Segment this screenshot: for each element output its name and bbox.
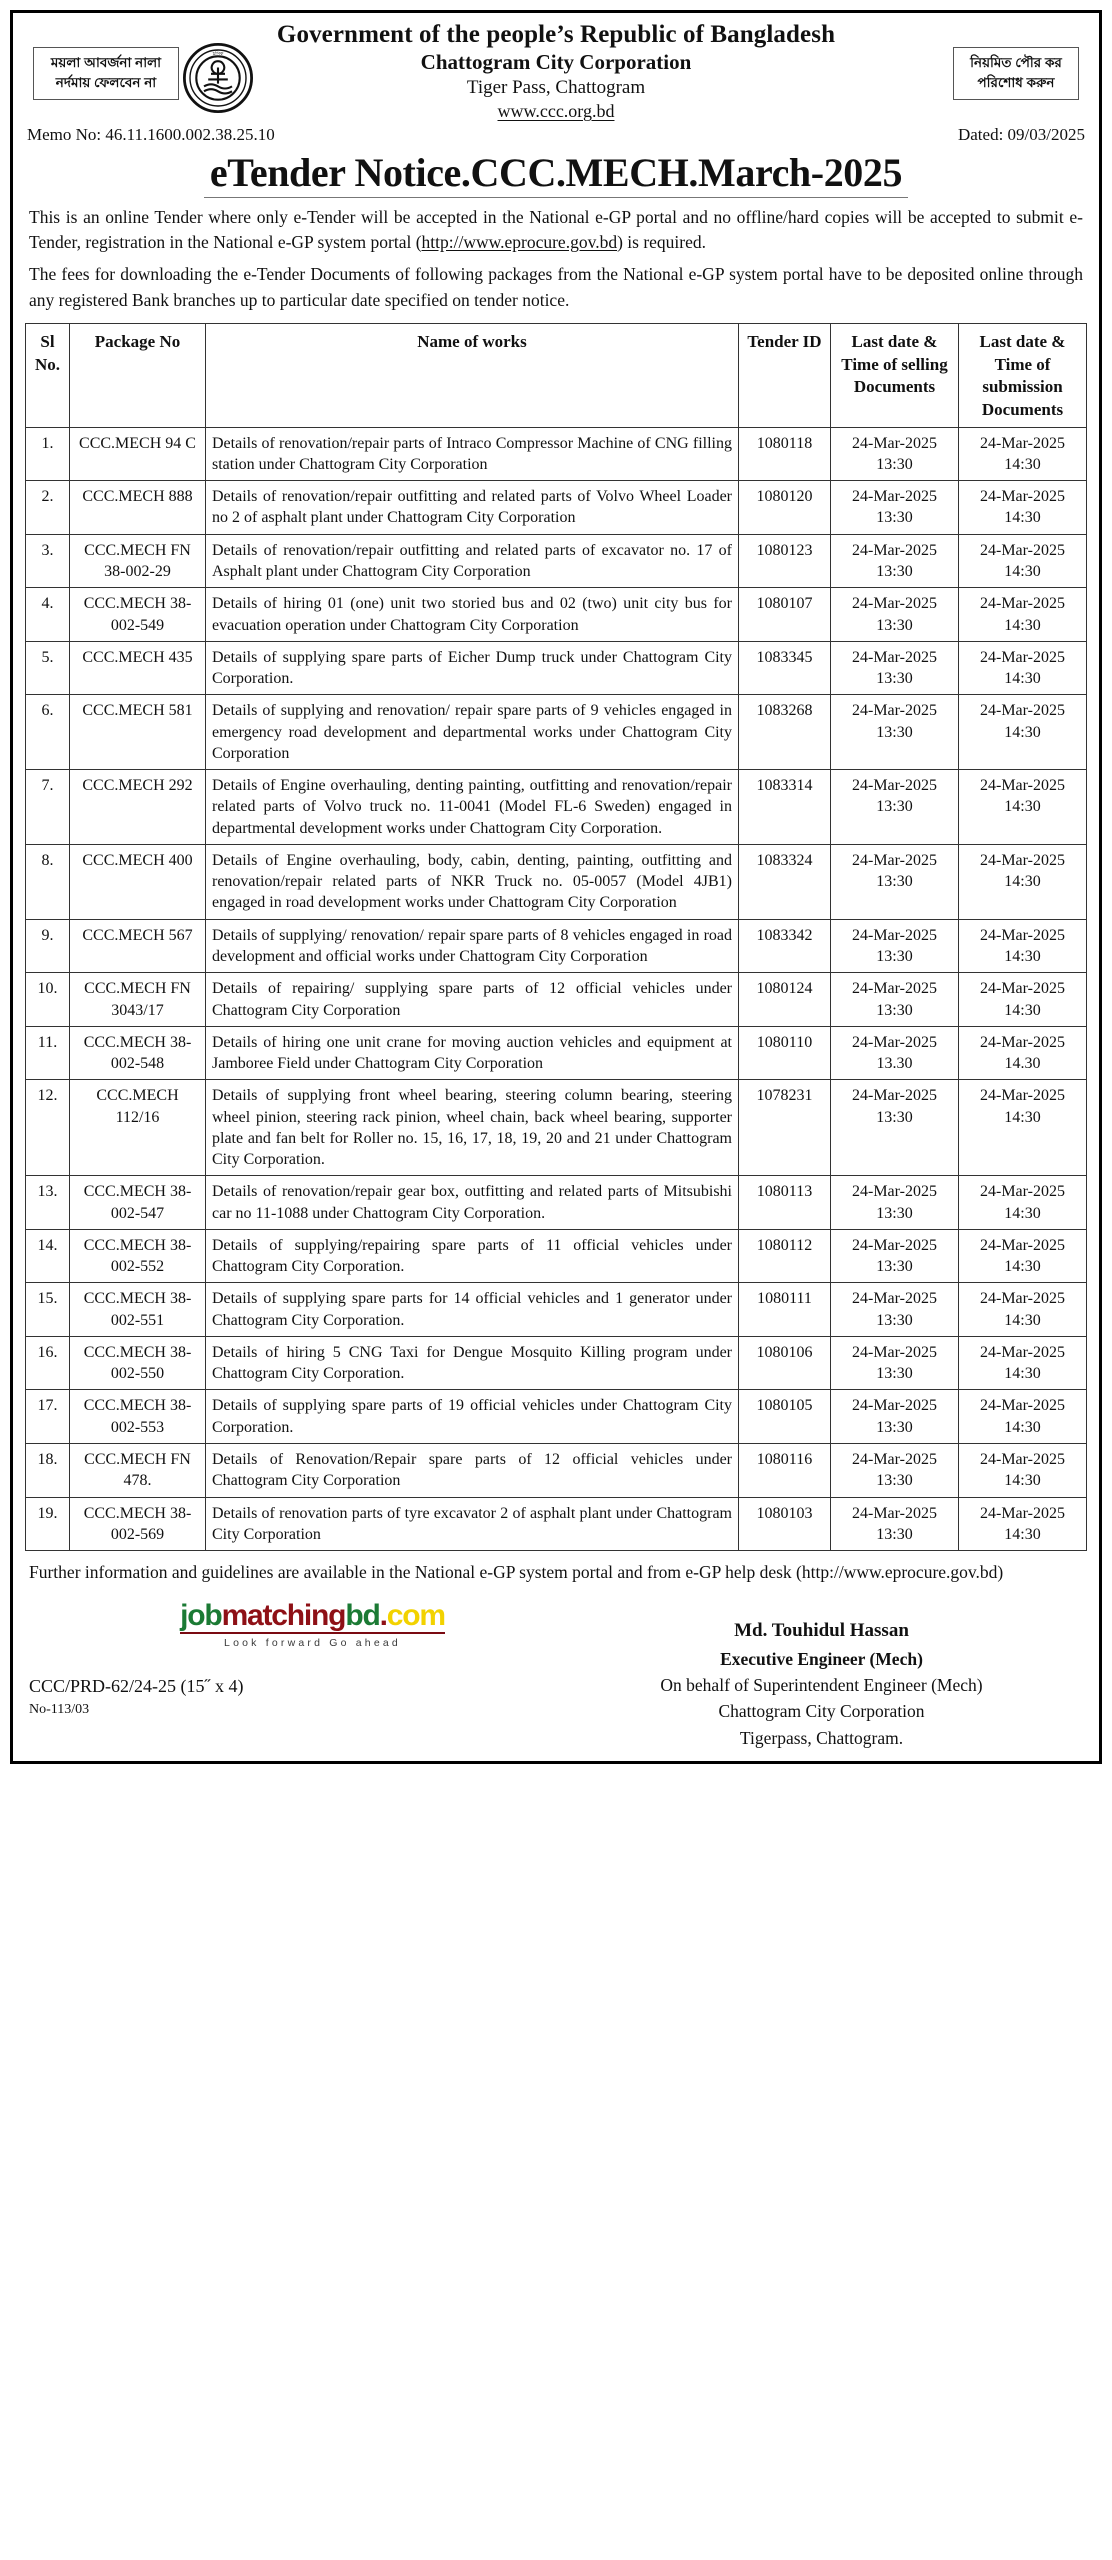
row-serial-number: 7. (26, 770, 70, 845)
row-package-number: CCC.MECH FN 478. (70, 1444, 206, 1498)
jobmatchingbd-watermark (29, 1601, 556, 1649)
row-selling-datetime (831, 481, 959, 535)
row-name-of-works: Details of Engine overhauling, body, cabin, denting, painting, outfitting and renovation/repair related parts of NKR Truck no. 05-0057 (Model 4JB1) engaged in road development works under Chattogram City Corporation (206, 844, 739, 919)
row-tender-id: 1080107 (739, 588, 831, 642)
table-row (26, 1283, 1087, 1337)
row-name-of-works: Details of repairing/ supplying spare parts of 12 official vehicles under Chattogram City Corporation (206, 973, 739, 1027)
address-line: Tiger Pass, Chattogram (466, 77, 646, 99)
signatory-role: Executive Engineer (Mech) (720, 1648, 923, 1669)
row-package-number: CCC.MECH 567 (70, 919, 206, 973)
bengali-notice-badge-right (953, 47, 1079, 100)
submission-time: 14:30 (1004, 562, 1041, 580)
row-selling-datetime (831, 641, 959, 695)
row-tender-id: 1080111 (739, 1283, 831, 1337)
bengali-notice-badge-left (33, 47, 179, 100)
submission-date: 24-Mar-2025 (980, 1504, 1065, 1522)
row-submission-datetime (959, 427, 1087, 481)
row-selling-datetime (831, 1336, 959, 1390)
row-tender-id: 1080124 (739, 973, 831, 1027)
selling-date: 24-Mar-2025 (852, 980, 937, 998)
row-selling-datetime (831, 1390, 959, 1444)
row-name-of-works: Details of renovation parts of tyre excavator 2 of asphalt plant under Chattogram City Corporation (206, 1497, 739, 1551)
watermark-tagline: Look forward Go ahead (224, 1637, 401, 1650)
submission-date: 24-Mar-2025 (980, 1290, 1065, 1308)
row-selling-datetime (831, 973, 959, 1027)
submission-time: 14.30 (1004, 1055, 1041, 1073)
row-package-number: CCC.MECH FN 3043/17 (70, 973, 206, 1027)
submission-time: 14:30 (1004, 616, 1041, 634)
table-row (26, 844, 1087, 919)
row-serial-number: 16. (26, 1336, 70, 1390)
row-submission-datetime (959, 1444, 1087, 1498)
submission-time: 14:30 (1004, 723, 1041, 741)
submission-time: 14:30 (1004, 1108, 1041, 1126)
ccc-seal-logo-icon (183, 43, 253, 113)
row-name-of-works: Details of supplying/ renovation/ repair spare parts of 8 vehicles engaged in road development and official works under Chattogram City Corporation (206, 919, 739, 973)
submission-time: 14:30 (1004, 1001, 1041, 1019)
column-header-selling: Last date & Time of selling Documents (831, 324, 959, 427)
submission-date: 24-Mar-2025 (980, 434, 1065, 452)
row-package-number: CCC.MECH 38-002-569 (70, 1497, 206, 1551)
row-selling-datetime (831, 534, 959, 588)
row-tender-id: 1080116 (739, 1444, 831, 1498)
svg-text:চসিক: চসিক (212, 50, 224, 57)
submission-time: 14:30 (1004, 455, 1041, 473)
row-name-of-works: Details of hiring 01 (one) unit two storied bus and 02 (two) unit city bus for evacuation operation under Chattogram City Corporation (206, 588, 739, 642)
submission-time: 14:30 (1004, 798, 1041, 816)
row-tender-id: 1080112 (739, 1229, 831, 1283)
footer-note (29, 1560, 1083, 1585)
table-row (26, 641, 1087, 695)
selling-date: 24-Mar-2025 (852, 1451, 937, 1469)
submission-time: 14:30 (1004, 873, 1041, 891)
selling-time: 13:30 (876, 1108, 913, 1126)
selling-date: 24-Mar-2025 (852, 1183, 937, 1201)
row-serial-number: 1. (26, 427, 70, 481)
row-tender-id: 1080106 (739, 1336, 831, 1390)
row-selling-datetime (831, 919, 959, 973)
row-submission-datetime (959, 1080, 1087, 1176)
row-name-of-works: Details of renovation/repair gear box, outfitting and related parts of Mitsubishi car no 11-1088 under Chattogram City Corporation. (206, 1176, 739, 1230)
row-submission-datetime (959, 695, 1087, 770)
eprocure-url-intro[interactable]: http://www.eprocure.gov.bd (421, 232, 618, 253)
badge-left-line2: নর্দমায় ফেলবেন না (55, 75, 157, 91)
row-tender-id: 1080123 (739, 534, 831, 588)
table-row (26, 1026, 1087, 1080)
row-package-number: CCC.MECH 38-002-548 (70, 1026, 206, 1080)
row-name-of-works: Details of renovation/repair outfitting and related parts of Volvo Wheel Loader no 2 of asphalt plant under Chattogram City Corporation (206, 481, 739, 535)
selling-time: 13.30 (876, 1055, 913, 1073)
row-serial-number: 19. (26, 1497, 70, 1551)
row-name-of-works: Details of Engine overhauling, denting painting, outfitting and renovation/repair related parts of Volvo truck no. 11-0041 (Model FL-6 Sweden) engaged in departmental development works under Chattogram City Corporation. (206, 770, 739, 845)
row-package-number: CCC.MECH 94 C (70, 427, 206, 481)
submission-date: 24-Mar-2025 (980, 980, 1065, 998)
submission-time: 14:30 (1004, 509, 1041, 527)
row-serial-number: 11. (26, 1026, 70, 1080)
row-package-number: CCC.MECH FN 38-002-29 (70, 534, 206, 588)
row-package-number: CCC.MECH 888 (70, 481, 206, 535)
row-tender-id: 1083324 (739, 844, 831, 919)
row-submission-datetime (959, 1336, 1087, 1390)
signatory-behalf: On behalf of Superintendent Engineer (Mech) (660, 1675, 983, 1696)
selling-date: 24-Mar-2025 (852, 777, 937, 795)
selling-time: 13:30 (876, 670, 913, 688)
row-package-number: CCC.MECH 112/16 (70, 1080, 206, 1176)
badge-right-line2: পরিশোধ করুন (977, 75, 1055, 91)
row-selling-datetime (831, 1026, 959, 1080)
selling-date: 24-Mar-2025 (852, 434, 937, 452)
selling-time: 13:30 (876, 1525, 913, 1543)
column-header-tender-id: Tender ID (739, 324, 831, 427)
selling-time: 13:30 (876, 1001, 913, 1019)
table-row (26, 1336, 1087, 1390)
row-selling-datetime (831, 844, 959, 919)
government-line: Government of the people’s Republic of Bangladesh (276, 21, 836, 48)
row-tender-id: 1078231 (739, 1080, 831, 1176)
submission-time: 14:30 (1004, 1525, 1041, 1543)
submission-date: 24-Mar-2025 (980, 1397, 1065, 1415)
row-name-of-works: Details of renovation/repair parts of Intraco Compressor Machine of CNG filling station under Chattogram City Corporation (206, 427, 739, 481)
prd-code: CCC/PRD-62/24-25 (15˝ x 4) (29, 1676, 244, 1697)
intro-p1-text-b: ) is required. (617, 232, 707, 253)
row-serial-number: 9. (26, 919, 70, 973)
row-name-of-works: Details of supplying spare parts of 19 official vehicles under Chattogram City Corporation. (206, 1390, 739, 1444)
selling-date: 24-Mar-2025 (852, 1504, 937, 1522)
selling-date: 24-Mar-2025 (852, 1087, 937, 1105)
row-name-of-works: Details of supplying and renovation/ repair spare parts of 9 vehicles engaged in emergency road development and departmental works under Chattogram City Corporation (206, 695, 739, 770)
row-serial-number: 10. (26, 973, 70, 1027)
submission-date: 24-Mar-2025 (980, 1183, 1065, 1201)
intro-paragraph-1 (29, 205, 1083, 256)
selling-date: 24-Mar-2025 (852, 541, 937, 559)
row-selling-datetime (831, 1176, 959, 1230)
row-selling-datetime (831, 1497, 959, 1551)
submission-date: 24-Mar-2025 (980, 926, 1065, 944)
row-serial-number: 14. (26, 1229, 70, 1283)
watermark-part-matching: matching (221, 1599, 346, 1633)
page-title: eTender Notice.CCC.MECH.March-2025 (204, 151, 908, 198)
row-tender-id: 1080110 (739, 1026, 831, 1080)
row-name-of-works: Details of hiring one unit crane for moving auction vehicles and equipment at Jamboree Field under Chattogram City Corporation (206, 1026, 739, 1080)
website-link[interactable]: www.ccc.org.bd (497, 100, 615, 121)
footer-left-column (25, 1587, 556, 1727)
row-package-number: CCC.MECH 38-002-551 (70, 1283, 206, 1337)
row-serial-number: 15. (26, 1283, 70, 1337)
selling-date: 24-Mar-2025 (852, 1343, 937, 1361)
row-tender-id: 1083345 (739, 641, 831, 695)
submission-date: 24-Mar-2025 (980, 1087, 1065, 1105)
row-submission-datetime (959, 973, 1087, 1027)
signatory-organization: Chattogram City Corporation (718, 1701, 925, 1722)
row-name-of-works: Details of renovation/repair outfitting and related parts of excavator no. 17 of Asphalt plant under Chattogram City Corporation (206, 534, 739, 588)
table-row (26, 481, 1087, 535)
row-submission-datetime (959, 919, 1087, 973)
row-selling-datetime (831, 1444, 959, 1498)
row-tender-id: 1080113 (739, 1176, 831, 1230)
row-serial-number: 18. (26, 1444, 70, 1498)
row-package-number: CCC.MECH 38-002-553 (70, 1390, 206, 1444)
watermark-part-job: job (180, 1599, 222, 1633)
watermark-part-bd: bd (345, 1599, 380, 1633)
footer-columns (25, 1587, 1087, 1751)
column-header-sl: Sl No. (26, 324, 70, 427)
signatory-address: Tigerpass, Chattogram. (739, 1727, 904, 1748)
tender-packages-table (25, 323, 1087, 1551)
notice-border-box (10, 10, 1102, 1764)
row-submission-datetime (959, 844, 1087, 919)
row-tender-id: 1083314 (739, 770, 831, 845)
row-submission-datetime (959, 588, 1087, 642)
selling-time: 13:30 (876, 1472, 913, 1490)
table-row (26, 770, 1087, 845)
memo-number: Memo No: 46.11.1600.002.38.25.10 (27, 124, 275, 144)
row-package-number: CCC.MECH 435 (70, 641, 206, 695)
row-package-number: CCC.MECH 292 (70, 770, 206, 845)
signature-block (556, 1587, 1087, 1751)
submission-date: 24-Mar-2025 (980, 1033, 1065, 1051)
selling-time: 13:30 (876, 1311, 913, 1329)
badge-left-line1: ময়লা আবর্জনা নালা (50, 55, 162, 70)
row-serial-number: 2. (26, 481, 70, 535)
selling-time: 13:30 (876, 562, 913, 580)
watermark-part-dot: . (379, 1599, 387, 1633)
row-selling-datetime (831, 588, 959, 642)
selling-time: 13:30 (876, 509, 913, 527)
row-serial-number: 17. (26, 1390, 70, 1444)
table-row (26, 427, 1087, 481)
row-package-number: CCC.MECH 38-002-547 (70, 1176, 206, 1230)
memo-row (25, 125, 1087, 145)
submission-time: 14:30 (1004, 670, 1041, 688)
submission-time: 14:30 (1004, 1418, 1041, 1436)
table-row (26, 695, 1087, 770)
selling-date: 24-Mar-2025 (852, 851, 937, 869)
selling-time: 13:30 (876, 455, 913, 473)
organization-line: Chattogram City Corporation (420, 50, 692, 74)
row-selling-datetime (831, 770, 959, 845)
row-tender-id: 1080103 (739, 1497, 831, 1551)
row-selling-datetime (831, 1229, 959, 1283)
row-package-number: CCC.MECH 400 (70, 844, 206, 919)
submission-time: 14:30 (1004, 1258, 1041, 1276)
row-name-of-works: Details of Renovation/Repair spare parts of 12 official vehicles under Chattogram City Corporation (206, 1444, 739, 1498)
row-package-number: CCC.MECH 38-002-552 (70, 1229, 206, 1283)
table-row (26, 919, 1087, 973)
row-serial-number: 3. (26, 534, 70, 588)
prd-number: No-113/03 (29, 1701, 90, 1717)
table-row (26, 534, 1087, 588)
row-submission-datetime (959, 641, 1087, 695)
row-tender-id: 1080120 (739, 481, 831, 535)
submission-date: 24-Mar-2025 (980, 777, 1065, 795)
row-submission-datetime (959, 1390, 1087, 1444)
selling-date: 24-Mar-2025 (852, 1033, 937, 1051)
table-row (26, 588, 1087, 642)
table-row (26, 1176, 1087, 1230)
row-name-of-works: Details of supplying front wheel bearing, steering column bearing, steering wheel pinion, steering rack pinion, wheel chain, back wheel bearing, supporter plate and fan belt for Roller no. 15, 16, 17, 18, 19, 20 and 21 under Chattogram City Corporation. (206, 1080, 739, 1176)
row-package-number: CCC.MECH 38-002-550 (70, 1336, 206, 1390)
submission-date: 24-Mar-2025 (980, 851, 1065, 869)
row-serial-number: 8. (26, 844, 70, 919)
selling-date: 24-Mar-2025 (852, 1236, 937, 1254)
selling-date: 24-Mar-2025 (852, 595, 937, 613)
selling-time: 13:30 (876, 873, 913, 891)
watermark-logo-text (180, 1601, 445, 1634)
print-reference-block (29, 1675, 556, 1719)
footer-note-text-a: Further information and guidelines are available in the National e-GP system portal and from e-GP help desk ( (29, 1562, 802, 1583)
submission-date: 24-Mar-2025 (980, 648, 1065, 666)
selling-time: 13:30 (876, 798, 913, 816)
row-serial-number: 5. (26, 641, 70, 695)
selling-time: 13:30 (876, 1258, 913, 1276)
submission-time: 14:30 (1004, 1472, 1041, 1490)
row-name-of-works: Details of supplying spare parts for 14 official vehicles and 1 generator under Chattogram City Corporation. (206, 1283, 739, 1337)
selling-time: 13:30 (876, 1418, 913, 1436)
table-row (26, 1390, 1087, 1444)
submission-time: 14:30 (1004, 1204, 1041, 1222)
submission-date: 24-Mar-2025 (980, 1236, 1065, 1254)
submission-time: 14:30 (1004, 1365, 1041, 1383)
selling-date: 24-Mar-2025 (852, 488, 937, 506)
column-header-package: Package No (70, 324, 206, 427)
submission-date: 24-Mar-2025 (980, 488, 1065, 506)
table-row (26, 1229, 1087, 1283)
selling-time: 13:30 (876, 947, 913, 965)
selling-date: 24-Mar-2025 (852, 926, 937, 944)
memo-date: Dated: 09/03/2025 (957, 124, 1085, 144)
submission-time: 14:30 (1004, 947, 1041, 965)
row-tender-id: 1083342 (739, 919, 831, 973)
row-tender-id: 1083268 (739, 695, 831, 770)
row-submission-datetime (959, 481, 1087, 535)
row-serial-number: 13. (26, 1176, 70, 1230)
column-header-submission: Last date & Time of submission Documents (959, 324, 1087, 427)
selling-time: 13:30 (876, 1365, 913, 1383)
row-name-of-works: Details of hiring 5 CNG Taxi for Dengue Mosquito Killing program under Chattogram City Corporation. (206, 1336, 739, 1390)
selling-date: 24-Mar-2025 (852, 1397, 937, 1415)
row-package-number: CCC.MECH 38-002-549 (70, 588, 206, 642)
eprocure-url-footer[interactable]: http://www.eprocure.gov.bd (801, 1562, 998, 1583)
table-row (26, 973, 1087, 1027)
row-serial-number: 6. (26, 695, 70, 770)
submission-date: 24-Mar-2025 (980, 541, 1065, 559)
row-submission-datetime (959, 1497, 1087, 1551)
row-submission-datetime (959, 534, 1087, 588)
intro-paragraph-2: The fees for downloading the e-Tender Documents of following packages from the National e-GP system portal have to be deposited online through any registered Bank branches up to particular date specified on tender notice. (29, 264, 1083, 310)
row-submission-datetime (959, 1283, 1087, 1337)
row-submission-datetime (959, 770, 1087, 845)
row-selling-datetime (831, 695, 959, 770)
selling-date: 24-Mar-2025 (852, 1290, 937, 1308)
row-selling-datetime (831, 427, 959, 481)
badge-right-line1: নিয়মিত পৌর কর (970, 55, 1062, 70)
submission-date: 24-Mar-2025 (980, 702, 1065, 720)
row-selling-datetime (831, 1283, 959, 1337)
row-selling-datetime (831, 1080, 959, 1176)
submission-date: 24-Mar-2025 (980, 595, 1065, 613)
selling-date: 24-Mar-2025 (852, 702, 937, 720)
selling-time: 13:30 (876, 616, 913, 634)
selling-time: 13:30 (876, 1204, 913, 1222)
row-submission-datetime (959, 1176, 1087, 1230)
selling-time: 13:30 (876, 723, 913, 741)
signatory-name: Md. Touhidul Hassan (734, 1620, 909, 1642)
table-row (26, 1497, 1087, 1551)
table-body (26, 427, 1087, 1550)
selling-date: 24-Mar-2025 (852, 648, 937, 666)
table-header-row (26, 324, 1087, 427)
row-tender-id: 1080118 (739, 427, 831, 481)
intro-p1-text-a: This is an online Tender where only e-Tender will be accepted in the National e-GP portal and no offline/hard copies will be accepted to submit e-Tender, registration in the National e-GP system portal ( (29, 206, 1083, 253)
footer-note-text-b: ) (997, 1562, 1004, 1583)
table-row (26, 1080, 1087, 1176)
submission-time: 14:30 (1004, 1311, 1041, 1329)
row-package-number: CCC.MECH 581 (70, 695, 206, 770)
document-header (25, 21, 1087, 123)
row-submission-datetime (959, 1229, 1087, 1283)
row-serial-number: 12. (26, 1080, 70, 1176)
row-name-of-works: Details of supplying spare parts of Eicher Dump truck under Chattogram City Corporation. (206, 641, 739, 695)
document-footer (25, 1560, 1087, 1751)
watermark-part-com: com (386, 1599, 445, 1633)
submission-date: 24-Mar-2025 (980, 1343, 1065, 1361)
column-header-works: Name of works (206, 324, 739, 427)
row-submission-datetime (959, 1026, 1087, 1080)
submission-date: 24-Mar-2025 (980, 1451, 1065, 1469)
title-wrapper (25, 151, 1087, 198)
row-serial-number: 4. (26, 588, 70, 642)
table-row (26, 1444, 1087, 1498)
row-name-of-works: Details of supplying/repairing spare parts of 11 official vehicles under Chattogram City Corporation. (206, 1229, 739, 1283)
row-tender-id: 1080105 (739, 1390, 831, 1444)
